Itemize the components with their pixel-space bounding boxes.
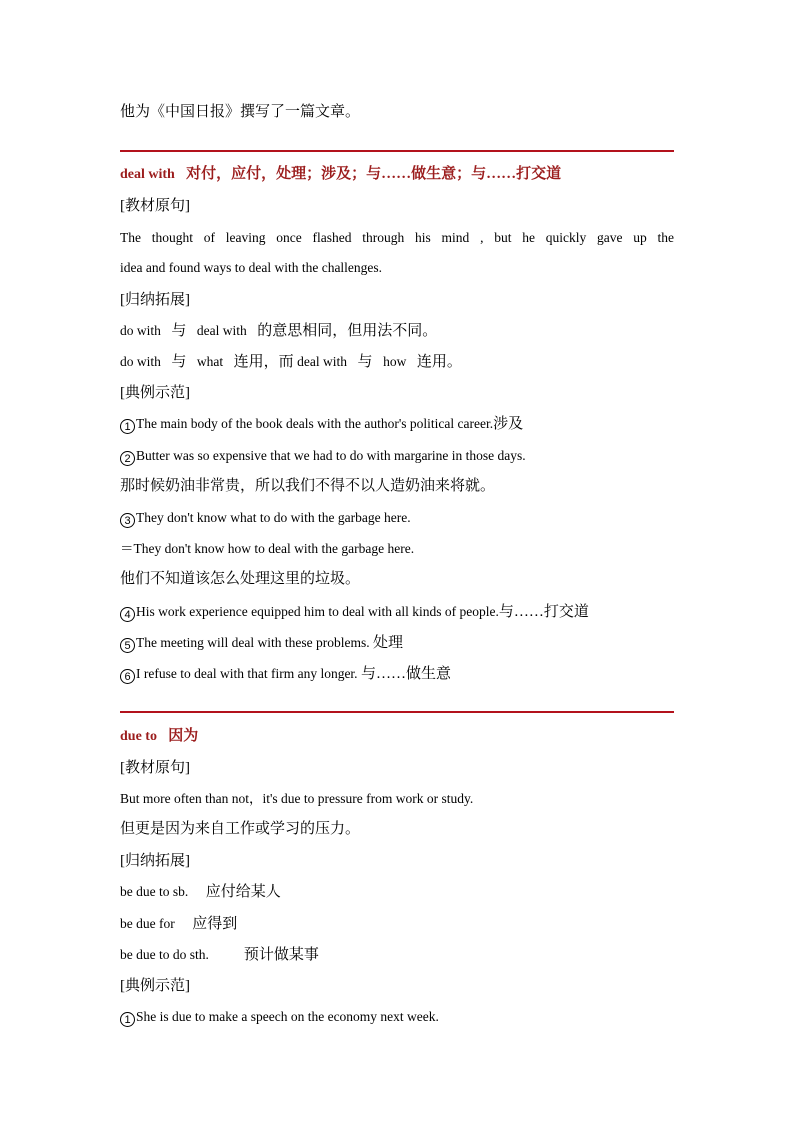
text: 与 — [357, 354, 373, 370]
circled-number: 2 — [120, 451, 135, 466]
textbook-sentence-line2: idea and found ways to deal with the challenges. — [120, 260, 383, 275]
expand-item — [120, 353, 462, 372]
textbook-label: [教材原句] — [120, 198, 190, 214]
circled-number: 4 — [120, 607, 135, 622]
section-divider — [120, 711, 674, 713]
heading-keyword: due to — [120, 729, 157, 744]
meaning: 预计做某事 — [243, 947, 319, 963]
top-sentence: 他为《中国日报》撰写了一篇文章。 — [120, 104, 361, 120]
textbook-translation: 但更是因为来自工作或学习的压力。 — [120, 821, 361, 837]
example-item — [120, 665, 451, 684]
example-en: The main body of the book deals with the author's political career. — [136, 416, 494, 431]
heading-keyword: deal with — [120, 167, 175, 182]
meaning: 应得到 — [192, 916, 238, 932]
phrase: deal with — [196, 323, 247, 338]
example-item — [120, 1008, 439, 1027]
textbook-label: [教材原句] — [120, 760, 190, 776]
circled-number: 5 — [120, 638, 135, 653]
example-equivalent: ＝They don't know how to deal with the garbage here. — [120, 541, 415, 556]
example-zh: 处理 — [372, 635, 403, 651]
heading-meaning: 因为 — [168, 728, 199, 744]
phrase: be due to sb. — [120, 884, 189, 899]
textbook-sentence: But more often than not，it's due to pressure from work or study. — [120, 791, 474, 806]
meaning: 应付给某人 — [205, 884, 281, 900]
text: 连用。 — [416, 354, 462, 370]
text: 与 — [171, 354, 187, 370]
examples-label: [典例示范] — [120, 385, 190, 401]
circled-number: 1 — [120, 419, 135, 434]
expand-label: [归纳拓展] — [120, 292, 190, 308]
example-en: They don't know what to do with the garbage here. — [136, 510, 411, 525]
example-en: Butter was so expensive that we had to do with margarine in those days. — [136, 448, 526, 463]
example-item — [120, 509, 411, 528]
example-en: The meeting will deal with these problems. — [136, 635, 373, 650]
section-heading-due-to — [120, 727, 198, 746]
phrase: how — [383, 354, 407, 369]
example-en: She is due to make a speech on the economy next week. — [136, 1009, 439, 1024]
phrase: do with — [120, 354, 161, 369]
example-item — [120, 603, 589, 622]
phrase: what — [196, 354, 224, 369]
text: 连用，而 — [233, 354, 294, 370]
phrase: do with — [120, 323, 161, 338]
example-en: I refuse to deal with that firm any longer. — [136, 666, 361, 681]
circled-number: 1 — [120, 1012, 135, 1027]
textbook-sentence-line1: The thought of leaving once flashed through his mind , but he quickly gave up the — [120, 230, 674, 245]
example-translation: 他们不知道该怎么处理这里的垃圾。 — [120, 571, 361, 587]
examples-label: [典例示范] — [120, 978, 190, 994]
expand-item — [120, 883, 281, 902]
example-translation: 那时候奶油非常贵，所以我们不得不以人造奶油来将就。 — [120, 478, 496, 494]
example-item — [120, 415, 523, 434]
example-zh: 与……打交道 — [498, 604, 589, 620]
heading-meaning: 对付，应付，处理；涉及；与……做生意；与……打交道 — [186, 166, 562, 182]
expand-item — [120, 322, 437, 341]
section-divider — [120, 150, 674, 152]
phrase: be due to do sth. — [120, 947, 209, 962]
circled-number: 6 — [120, 669, 135, 684]
expand-label: [归纳拓展] — [120, 853, 190, 869]
example-en: His work experience equipped him to deal with all kinds of people. — [136, 604, 499, 619]
example-item — [120, 447, 526, 466]
phrase: deal with — [297, 354, 348, 369]
circled-number: 3 — [120, 513, 135, 528]
example-item — [120, 634, 403, 653]
expand-item — [120, 915, 237, 934]
example-zh: 涉及 — [493, 416, 524, 432]
text: 的意思相同，但用法不同。 — [257, 323, 438, 339]
expand-item — [120, 946, 319, 965]
text: 与 — [171, 323, 187, 339]
section-heading-deal-with — [120, 165, 561, 184]
example-zh: 与……做生意 — [360, 666, 451, 682]
phrase: be due for — [120, 916, 175, 931]
